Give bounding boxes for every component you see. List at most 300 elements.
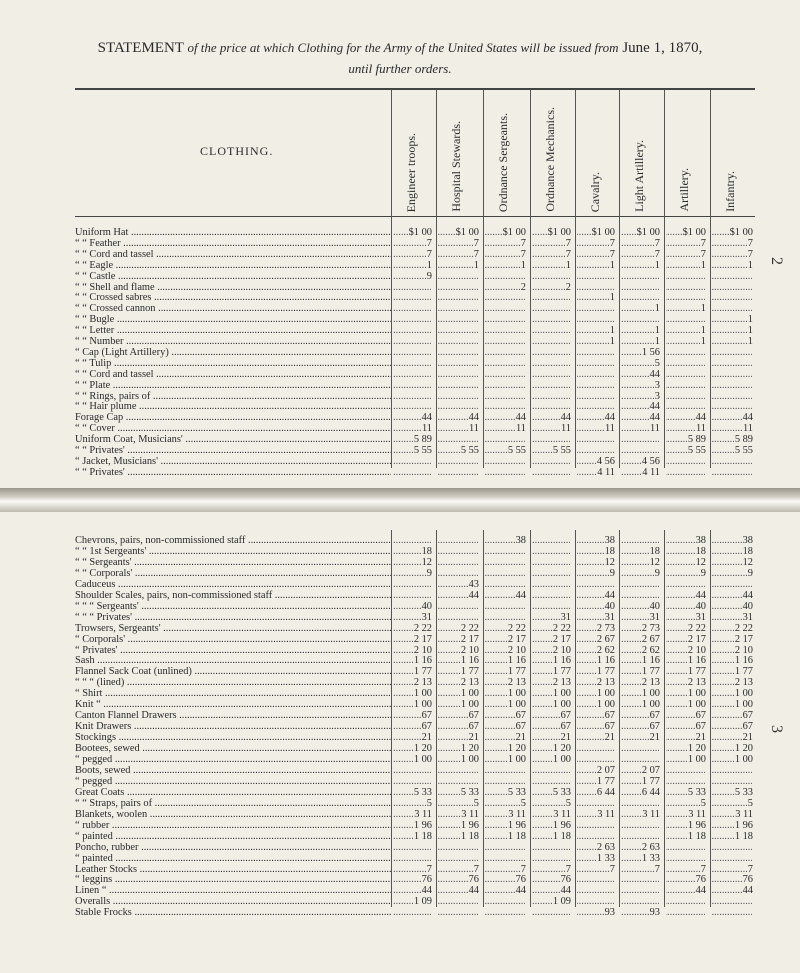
price-value: 1 00	[507, 754, 526, 765]
price-value: 2 67	[596, 633, 615, 645]
price-value	[431, 765, 432, 776]
price-value	[525, 380, 526, 391]
price-value: 5 55	[552, 445, 571, 456]
price-value	[570, 358, 571, 369]
price-value	[752, 579, 753, 590]
price-value	[478, 907, 479, 918]
price-value	[614, 401, 615, 412]
price-value	[478, 568, 479, 579]
price-value	[431, 325, 432, 336]
price-value: 7	[609, 863, 615, 875]
price-value: 2 22	[552, 622, 571, 634]
price-value	[614, 391, 615, 402]
price-value: 1 00	[687, 688, 706, 700]
item-label: Forage Cap .....	[75, 412, 391, 424]
price-value: 1 16	[460, 655, 479, 667]
price-value	[478, 336, 479, 347]
price-value: 1	[520, 259, 526, 271]
price-value: 21	[421, 732, 432, 744]
item-label: Stockings .....	[75, 732, 391, 744]
item-label: “ “ Rings, pairs of .....	[75, 391, 391, 403]
price-value: 5 33	[734, 786, 753, 798]
price-value: 31	[649, 611, 660, 623]
price-value	[431, 303, 432, 314]
price-value: 5 55	[734, 445, 753, 456]
price-value	[705, 282, 706, 293]
price-value	[570, 401, 571, 412]
price-value	[525, 303, 526, 314]
price-value: 67	[468, 721, 479, 733]
price-cell	[438, 907, 479, 919]
price-value: 44	[515, 589, 526, 601]
price-value	[525, 776, 526, 787]
price-value: 7	[654, 863, 660, 875]
price-value: 1 18	[552, 830, 571, 842]
price-value	[570, 579, 571, 590]
price-value: 1 77	[596, 775, 615, 787]
price-value: 1 00	[552, 754, 571, 765]
price-value: 2 10	[460, 644, 479, 656]
price-value	[478, 467, 479, 478]
price-value: 38	[695, 535, 706, 546]
price-value	[570, 314, 571, 325]
price-cell	[532, 907, 571, 919]
price-value: 7	[426, 248, 432, 260]
price-value: 3 11	[735, 808, 753, 820]
price-value	[752, 347, 753, 358]
price-value	[525, 568, 526, 579]
price-value: 1	[700, 336, 706, 347]
item-label: “ “ Crossed cannon .....	[75, 303, 391, 315]
price-value	[752, 765, 753, 776]
price-value: 7	[565, 863, 571, 875]
price-value	[752, 292, 753, 303]
price-value	[659, 434, 660, 445]
price-value	[478, 369, 479, 380]
price-value	[614, 831, 615, 842]
header-bottom-rule	[75, 216, 755, 217]
price-value: 7	[700, 248, 706, 260]
price-value	[752, 391, 753, 402]
price-value: 21	[515, 732, 526, 744]
price-value	[431, 579, 432, 590]
price-value: 21	[649, 732, 660, 744]
table-row	[0, 467, 800, 479]
price-value: 67	[695, 721, 706, 733]
price-value: 44	[560, 412, 571, 424]
price-value: 7	[654, 248, 660, 260]
price-value	[525, 842, 526, 853]
item-label: “ rubber .....	[75, 820, 391, 832]
item-label: “ pegged .....	[75, 754, 391, 766]
price-value	[431, 380, 432, 391]
price-value: 1 20	[507, 743, 526, 755]
price-value	[431, 467, 432, 478]
item-label: “ “ Shell and flame .....	[75, 282, 391, 294]
price-cell	[577, 907, 615, 919]
price-value	[752, 776, 753, 787]
price-value	[478, 325, 479, 336]
item-label: “ “ Privates' .....	[75, 445, 391, 457]
price-value: 1 00	[460, 688, 479, 700]
price-value	[705, 907, 706, 918]
price-value: 2 67	[641, 633, 660, 645]
item-label: “ pegged .....	[75, 776, 391, 788]
price-value: 67	[742, 721, 753, 733]
price-value: 7	[520, 863, 526, 875]
price-value: 2 22	[734, 622, 753, 634]
price-value	[478, 380, 479, 391]
price-value: 11	[604, 423, 615, 435]
price-value: 18	[695, 545, 706, 557]
item-label: Blankets, woolen .....	[75, 809, 391, 821]
price-value	[525, 907, 526, 918]
price-value	[525, 546, 526, 557]
item-label: “ “ Bugle .....	[75, 314, 391, 326]
item-label: “ “ Sergeants' .....	[75, 557, 391, 569]
price-cell	[393, 467, 432, 479]
price-value	[705, 467, 706, 478]
price-value	[705, 853, 706, 864]
column-header: Engineer troops.	[404, 132, 418, 212]
price-value	[614, 798, 615, 809]
price-value: 40	[695, 600, 706, 612]
price-value	[659, 535, 660, 546]
price-value: 67	[421, 710, 432, 722]
price-value	[659, 798, 660, 809]
price-value	[614, 874, 615, 885]
price-value	[752, 467, 753, 478]
price-value: 1	[654, 325, 660, 337]
price-value: 2 13	[460, 677, 479, 689]
item-label: Chevrons, pairs, non-commissioned staff .....	[75, 535, 391, 547]
price-value	[570, 853, 571, 864]
item-label: Linen “ .....	[75, 885, 391, 897]
price-value: 1 18	[507, 830, 526, 842]
price-value: 67	[421, 721, 432, 733]
price-value: 1 77	[507, 666, 526, 678]
price-value: 1 77	[641, 775, 660, 787]
price-value	[525, 314, 526, 325]
price-value	[659, 754, 660, 765]
price-value: 3 11	[414, 808, 432, 820]
price-value	[525, 557, 526, 568]
price-value	[614, 369, 615, 380]
item-label: Trowsers, Sergeants' .....	[75, 623, 391, 635]
price-value	[570, 765, 571, 776]
price-value: 4 56	[596, 455, 615, 467]
price-value: 2 63	[596, 841, 615, 853]
item-label: “ painted .....	[75, 831, 391, 843]
price-value: 5 89	[734, 434, 753, 446]
price-value: 12	[695, 556, 706, 568]
price-value: 67	[515, 721, 526, 733]
price-value: 2	[520, 281, 526, 293]
price-value	[705, 380, 706, 391]
price-cell	[577, 467, 615, 479]
price-value: 2 10	[687, 644, 706, 656]
item-label: “ “ Feather .....	[75, 238, 391, 250]
price-value: 2 07	[596, 764, 615, 776]
price-value: 2 13	[687, 677, 706, 689]
price-value: 40	[421, 600, 432, 612]
price-value: 1	[747, 314, 753, 326]
item-label: “ Jacket, Musicians' .....	[75, 456, 391, 468]
price-cell	[532, 467, 571, 479]
price-value	[431, 358, 432, 369]
price-value: 1	[565, 259, 571, 271]
price-value	[614, 271, 615, 282]
price-value: 5	[426, 797, 432, 809]
item-label: “ Corporals' .....	[75, 634, 391, 646]
price-value: 1	[747, 259, 753, 271]
price-value	[478, 776, 479, 787]
price-value	[752, 303, 753, 314]
column-header: Artillery.	[677, 168, 691, 212]
price-value	[705, 456, 706, 467]
price-value: 2 17	[460, 633, 479, 645]
price-value	[705, 271, 706, 282]
price-value: $1 00	[591, 227, 615, 238]
price-value: 44	[649, 368, 660, 380]
price-value	[570, 325, 571, 336]
price-value	[570, 271, 571, 282]
price-value: 67	[742, 710, 753, 722]
price-value: 1 20	[413, 743, 432, 755]
price-value: 38	[742, 535, 753, 546]
price-value: 1 00	[552, 688, 571, 700]
price-value: 1 77	[413, 666, 432, 678]
price-value: 18	[421, 545, 432, 557]
price-value: 1 96	[460, 819, 479, 831]
price-value: 3 11	[461, 808, 479, 820]
title-main: STATEMENT	[97, 40, 184, 56]
price-value	[570, 434, 571, 445]
column-header: Ordnance Mechanics.	[543, 107, 557, 212]
price-value: 2 62	[596, 644, 615, 656]
price-value	[705, 347, 706, 358]
price-value: 9	[426, 270, 432, 282]
item-label: “ “ Tulip .....	[75, 358, 391, 370]
price-value	[659, 282, 660, 293]
price-value: 1	[700, 303, 706, 315]
item-label: “ painted .....	[75, 853, 391, 865]
price-value: 7	[520, 237, 526, 249]
price-value: 1 20	[734, 743, 753, 755]
price-value	[570, 369, 571, 380]
price-value: 67	[604, 721, 615, 733]
page-mark-lower: 3	[768, 725, 785, 733]
price-value	[525, 612, 526, 623]
price-value: 7	[609, 237, 615, 249]
price-value: 3 11	[553, 808, 571, 820]
price-value: 93	[649, 907, 660, 919]
price-value: 2 22	[687, 622, 706, 634]
price-value: 2 73	[596, 622, 615, 634]
price-value: 2 22	[413, 622, 432, 634]
price-value: 1 33	[641, 852, 660, 864]
price-value	[752, 380, 753, 391]
price-value: 1 00	[734, 754, 753, 765]
price-value	[705, 765, 706, 776]
price-value	[478, 434, 479, 445]
item-label: “ “ Cord and tassel .....	[75, 249, 391, 261]
price-value: 4 11	[642, 466, 660, 478]
price-value	[570, 601, 571, 612]
price-value: 44	[742, 589, 753, 601]
price-value: 76	[515, 874, 526, 886]
price-value: 1 00	[596, 688, 615, 700]
price-value: 1 18	[413, 830, 432, 842]
price-value: 67	[560, 721, 571, 733]
price-value: 1 00	[687, 699, 706, 711]
price-value: 76	[468, 874, 479, 886]
price-value: 9	[747, 567, 753, 579]
price-value: 38	[515, 535, 526, 546]
header-top-rule	[75, 88, 755, 90]
price-cell	[621, 907, 660, 919]
column-header: Cavalry.	[588, 171, 602, 212]
price-value: 1 00	[460, 754, 479, 765]
price-value: 2 17	[552, 633, 571, 645]
price-value: 11	[649, 423, 660, 435]
price-value: 31	[604, 611, 615, 623]
price-value: 44	[742, 885, 753, 897]
price-value	[478, 358, 479, 369]
item-label: Great Coats .....	[75, 787, 391, 799]
item-label: Leather Stocks .....	[75, 864, 391, 876]
price-value: 1	[609, 292, 615, 304]
price-value: 31	[421, 611, 432, 623]
price-value: 40	[604, 600, 615, 612]
price-value: 2 63	[641, 841, 660, 853]
item-label: Canton Flannel Drawers .....	[75, 710, 391, 722]
price-value: 7	[747, 237, 753, 249]
price-value: 12	[649, 556, 660, 568]
price-value: 7	[700, 237, 706, 249]
price-value: 1 16	[552, 655, 571, 667]
price-value: 1	[654, 303, 660, 315]
price-value	[431, 369, 432, 380]
price-value	[478, 456, 479, 467]
price-value: 7	[473, 237, 479, 249]
price-value: 2 10	[507, 644, 526, 656]
price-value: 1 00	[507, 688, 526, 700]
price-value: 44	[468, 589, 479, 601]
item-label: “ “ Cover .....	[75, 423, 391, 435]
price-value	[752, 369, 753, 380]
price-value: 44	[421, 412, 432, 424]
price-value: 1 96	[687, 819, 706, 831]
price-value	[752, 456, 753, 467]
page-mark-upper: 2	[768, 257, 785, 265]
price-value: 67	[649, 721, 660, 733]
price-value: 6 44	[596, 786, 615, 798]
price-value: 44	[604, 412, 615, 424]
price-value	[705, 314, 706, 325]
price-value	[478, 271, 479, 282]
price-cell	[621, 467, 660, 479]
price-value: 44	[649, 401, 660, 413]
price-value	[752, 853, 753, 864]
price-value: 1	[609, 336, 615, 347]
price-value: 2 17	[734, 633, 753, 645]
price-value: 2 73	[641, 622, 660, 634]
price-value: 2 22	[507, 622, 526, 634]
price-value: 2 10	[413, 644, 432, 656]
price-value: 40	[742, 600, 753, 612]
price-value	[478, 842, 479, 853]
price-value: 1 09	[552, 896, 571, 908]
item-label: “ “ Castle .....	[75, 271, 391, 283]
price-value	[525, 347, 526, 358]
price-value: 2 13	[734, 677, 753, 689]
column-header: Hospital Stewards.	[449, 121, 463, 212]
price-value: 9	[609, 567, 615, 579]
price-value: 1 00	[413, 754, 432, 765]
price-value: 11	[560, 423, 571, 435]
price-value: 6 44	[641, 786, 660, 798]
item-label: Overalls .....	[75, 896, 391, 908]
price-value	[570, 546, 571, 557]
price-value	[478, 391, 479, 402]
price-value: 2 13	[596, 677, 615, 689]
price-value: 31	[742, 611, 753, 623]
price-value	[478, 282, 479, 293]
price-value	[752, 896, 753, 907]
title-italic: of the price at which Clothing for the Army of the United States will be issued from	[187, 40, 619, 55]
price-cell	[666, 467, 706, 479]
price-value: 5 33	[687, 786, 706, 798]
price-value	[705, 391, 706, 402]
price-value	[570, 842, 571, 853]
price-value: 2 17	[687, 633, 706, 645]
price-value: 1 77	[734, 666, 753, 678]
price-value: 5 33	[552, 786, 571, 798]
price-value	[431, 282, 432, 293]
price-value: 1 18	[460, 830, 479, 842]
price-value	[705, 842, 706, 853]
clothing-header: CLOTHING.	[200, 144, 274, 158]
price-value: 21	[604, 732, 615, 744]
price-value	[705, 579, 706, 590]
price-value	[525, 369, 526, 380]
price-value	[570, 456, 571, 467]
price-value	[614, 743, 615, 754]
price-value: 5	[654, 357, 660, 369]
item-label: Shoulder Scales, pairs, non-commissioned staff .....	[75, 590, 391, 602]
price-value: 43	[468, 578, 479, 590]
price-value	[570, 336, 571, 347]
price-value: 1	[609, 325, 615, 337]
item-label: “ “ Privates' .....	[75, 467, 391, 479]
price-value: 2 13	[413, 677, 432, 689]
price-value: 18	[649, 545, 660, 557]
price-value	[659, 579, 660, 590]
price-value	[570, 292, 571, 303]
price-value: 7	[426, 863, 432, 875]
price-cell	[712, 907, 753, 919]
price-value	[431, 842, 432, 853]
price-value: 21	[742, 732, 753, 744]
price-value	[614, 579, 615, 590]
price-value: 4 56	[641, 455, 660, 467]
item-label: “ “ Eagle .....	[75, 260, 391, 272]
price-value	[570, 590, 571, 601]
price-value	[431, 292, 432, 303]
price-value	[525, 456, 526, 467]
item-label: “ “ Number .....	[75, 336, 391, 348]
